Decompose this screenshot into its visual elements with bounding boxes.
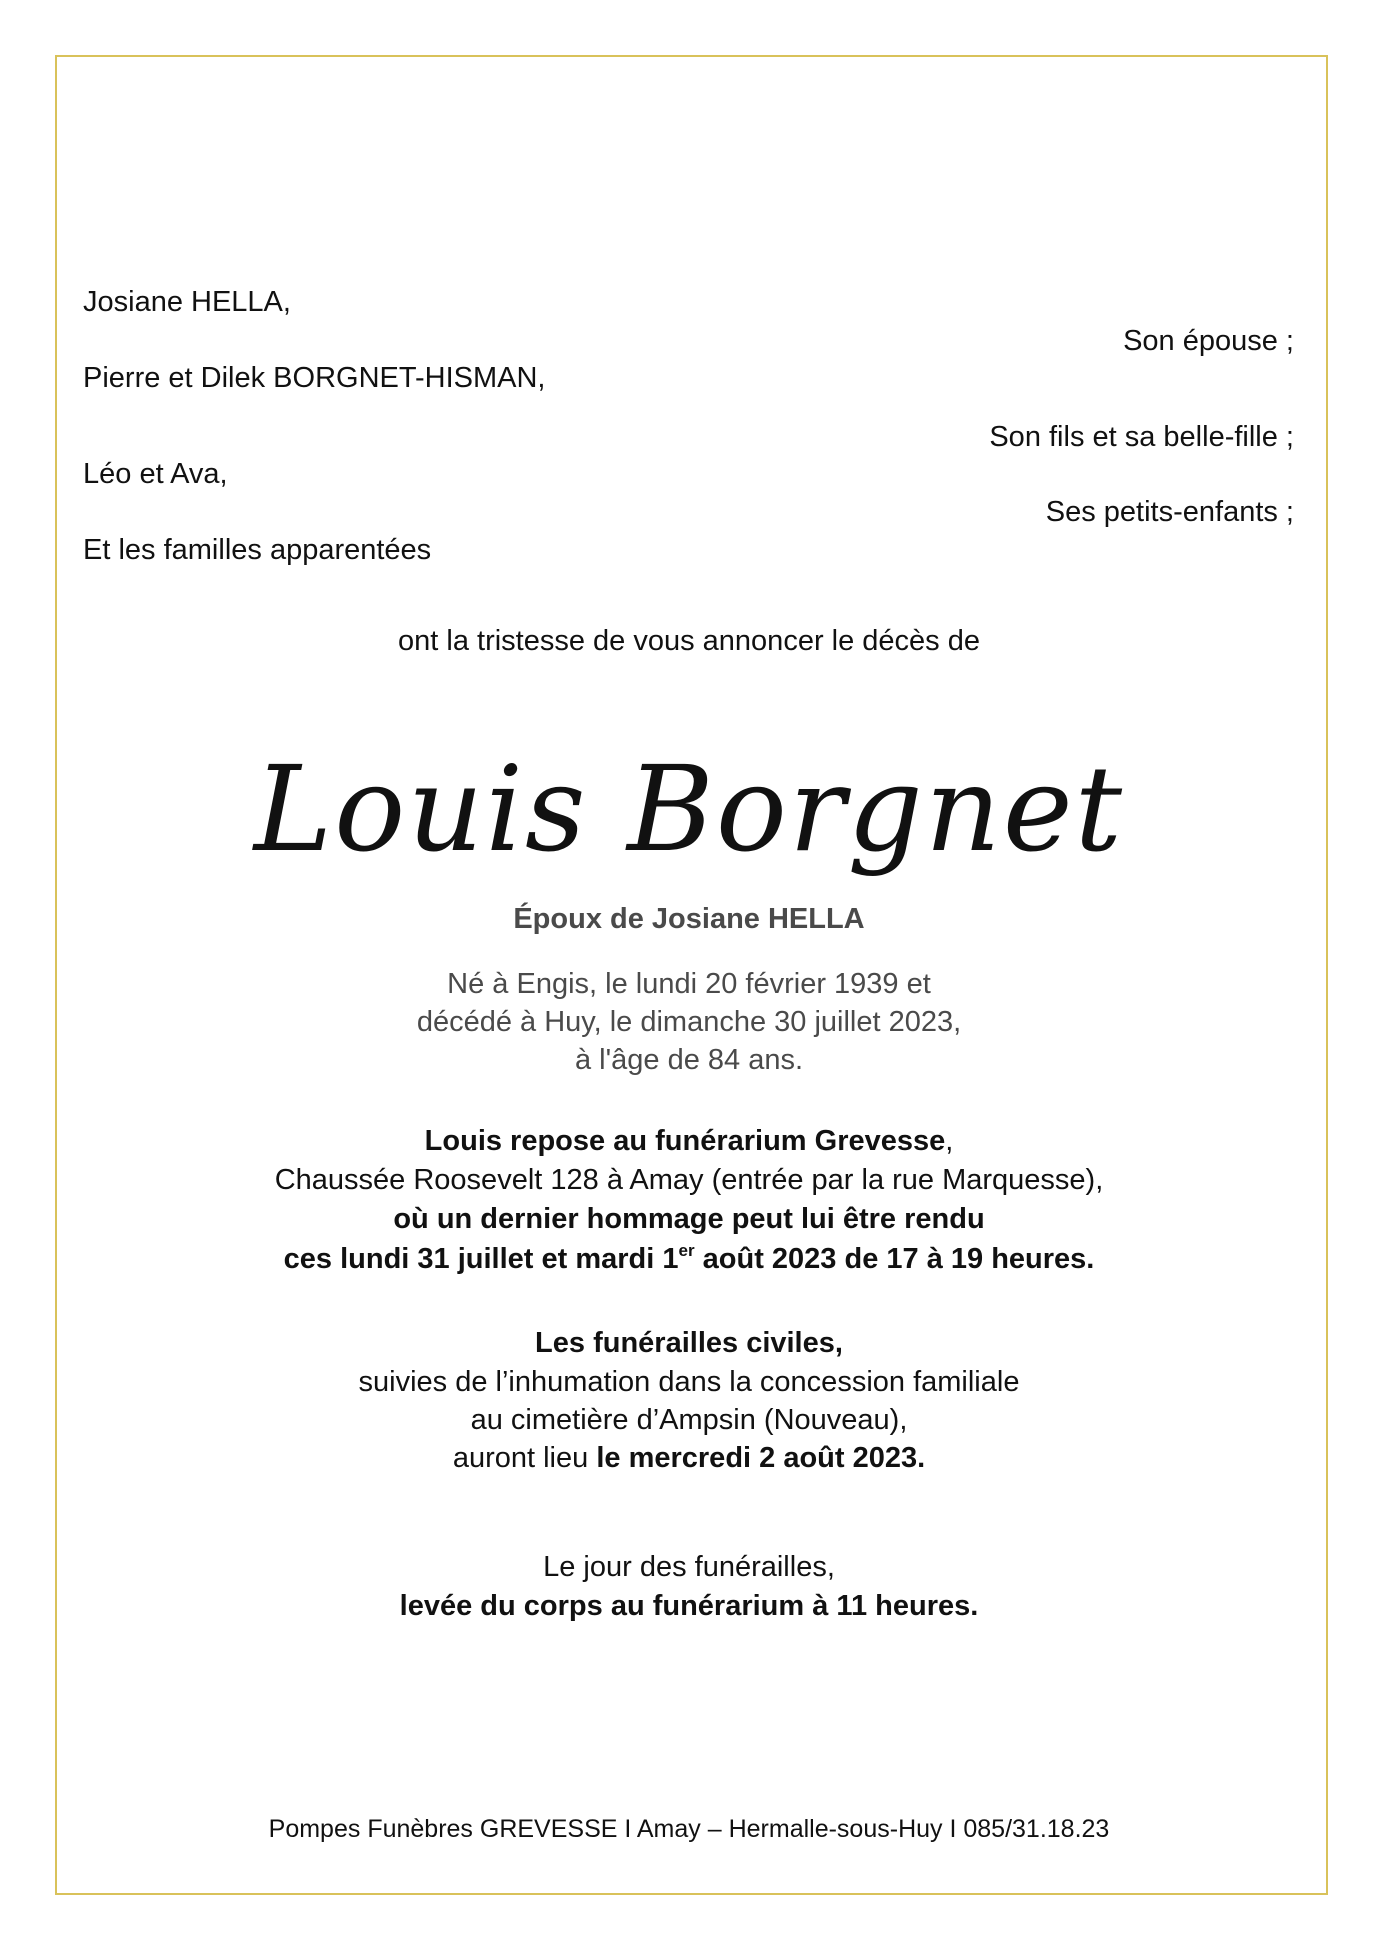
death-line: décédé à Huy, le dimanche 30 juillet 2023, xyxy=(416,1006,962,1038)
funeral-date-bold: le mercredi 2 août 2023. xyxy=(596,1442,926,1474)
birth-line: Né à Engis, le lundi 20 février 1939 et xyxy=(447,968,931,1000)
visitation-location-bold: Louis repose au funérarium Grevesse xyxy=(424,1125,946,1157)
funeral-date-prefix: auront lieu xyxy=(452,1442,597,1474)
spouse-line: Époux de Josiane HELLA xyxy=(513,903,865,935)
departure-intro: Le jour des funérailles, xyxy=(543,1551,835,1583)
funeral-title: Les funérailles civiles, xyxy=(535,1327,843,1359)
family-member-son: Pierre et Dilek BORGNET-HISMAN, xyxy=(83,362,546,394)
visitation-location-comma: , xyxy=(945,1125,954,1157)
deceased-name: Louis Borgnet xyxy=(253,740,1125,878)
visitation-location xyxy=(0,1125,1378,1158)
funeral-cemetery: au cimetière d’Ampsin (Nouveau), xyxy=(470,1404,908,1436)
funeral-burial: suivies de l’inhumation dans la concession familiale xyxy=(358,1366,1020,1398)
visitation-dates xyxy=(0,1243,1378,1276)
age-line: à l'âge de 84 ans. xyxy=(574,1044,804,1076)
family-member-relatives: Et les familles apparentées xyxy=(83,534,432,566)
departure-time: levée du corps au funérarium à 11 heures. xyxy=(399,1590,979,1622)
family-member-grandchildren: Léo et Ava, xyxy=(83,458,228,490)
relation-spouse: Son épouse ; xyxy=(1123,325,1294,357)
visitation-dates-prefix: ces lundi 31 juillet et mardi 1 xyxy=(283,1243,679,1275)
relation-grandchildren: Ses petits-enfants ; xyxy=(1045,496,1294,528)
relation-son: Son fils et sa belle-fille ; xyxy=(989,421,1294,453)
funeral-date xyxy=(0,1442,1378,1475)
visitation-dates-suffix: août 2023 de 17 à 19 heures. xyxy=(694,1243,1095,1275)
visitation-tribute: où un dernier hommage peut lui être rendu xyxy=(393,1203,985,1235)
family-member-spouse: Josiane HELLA, xyxy=(83,286,291,318)
visitation-address: Chaussée Roosevelt 128 à Amay (entrée par la rue Marquesse), xyxy=(274,1164,1104,1196)
announcement-text: ont la tristesse de vous annoncer le décès de xyxy=(398,625,980,657)
visitation-dates-sup: er xyxy=(678,1241,695,1260)
footer-funeral-home: Pompes Funèbres GREVESSE I Amay – Hermalle-sous-Huy I 085/31.18.23 xyxy=(268,1815,1110,1843)
